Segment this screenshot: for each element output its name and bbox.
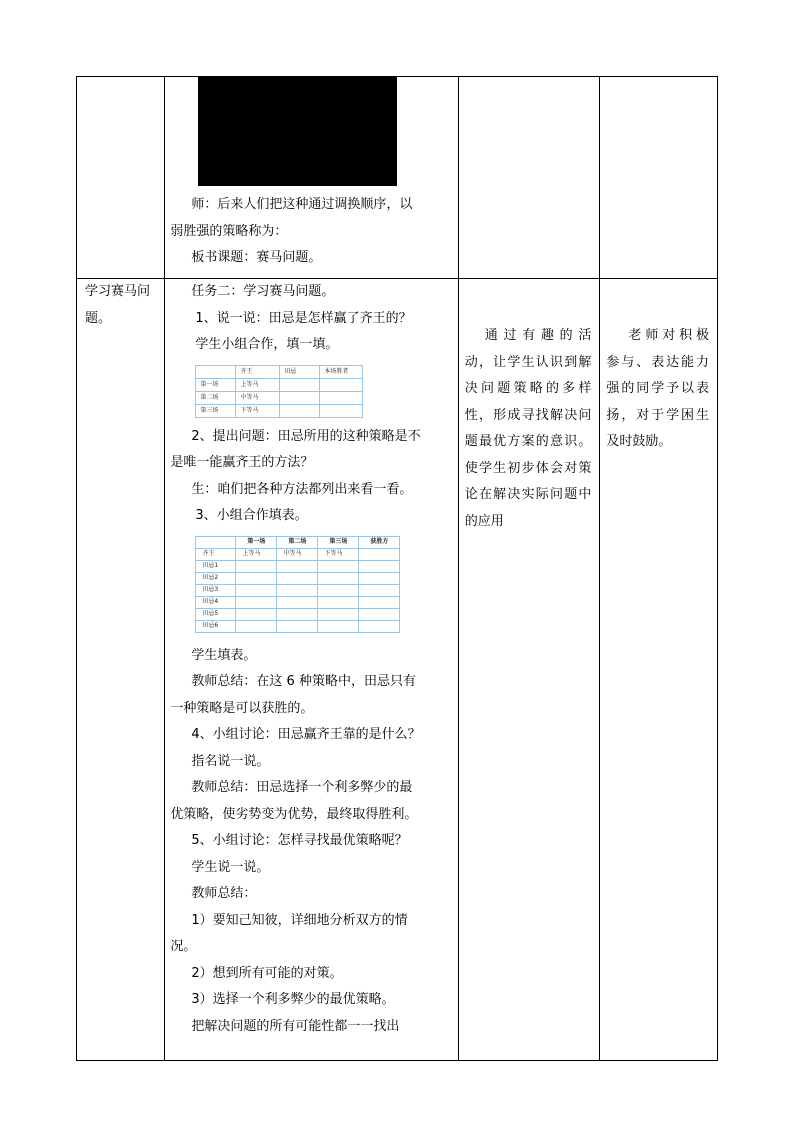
video-frame-image xyxy=(198,77,397,186)
evaluation-line: 老师对积极 xyxy=(628,328,709,343)
evaluation-cell xyxy=(600,77,718,279)
table-cell xyxy=(280,404,320,417)
table-cell: 下等马 xyxy=(236,404,280,417)
table-cell xyxy=(196,536,236,548)
design-intent-line: 动，让学生认识到解 xyxy=(464,354,592,370)
table-cell: 齐王 xyxy=(196,548,236,560)
evaluation-line: 强的同学予以表 xyxy=(606,381,709,396)
table-cell: 下等马 xyxy=(318,548,359,560)
table-row xyxy=(196,596,400,608)
text-line: 优策略，使劣势变为优势，最终取得胜利。 xyxy=(170,806,418,822)
table-cell: 田忌5 xyxy=(196,608,236,620)
table-row xyxy=(196,572,400,584)
table-row xyxy=(196,404,363,417)
evaluation-cell xyxy=(600,279,718,1061)
table-cell xyxy=(280,391,320,404)
table-row xyxy=(196,560,400,572)
horse-race-table-2 xyxy=(195,536,400,633)
table-cell xyxy=(320,378,363,391)
table-cell xyxy=(196,365,236,378)
text-line: 弱胜强的策略称为： xyxy=(170,223,288,239)
text-line: 学生说一说。 xyxy=(191,859,270,875)
table-cell: 第二场 xyxy=(277,536,318,548)
table-cell: 中等马 xyxy=(236,391,280,404)
text-line: 4、小组讨论：田忌赢齐王靠的是什么？ xyxy=(191,727,421,742)
table-row xyxy=(196,365,363,378)
content-cell xyxy=(165,279,458,1061)
table-cell: 齐王 xyxy=(236,365,280,378)
evaluation-line: 及时鼓励。 xyxy=(606,434,672,449)
table-cell: 上等马 xyxy=(236,548,277,560)
text-line: 师：后来人们把这种通过调换顺序，以 xyxy=(191,197,413,212)
table-cell xyxy=(320,391,363,404)
table-cell: 田忌3 xyxy=(196,584,236,596)
text-line: 2）想到所有可能的对策。 xyxy=(191,965,343,981)
text-line: 学生填表。 xyxy=(191,647,257,663)
section-label: 学习赛马问 xyxy=(85,284,151,299)
table-cell xyxy=(280,378,320,391)
design-intent-cell xyxy=(458,279,600,1061)
lesson-plan-table xyxy=(76,76,718,1061)
table-row xyxy=(196,584,400,596)
text-line: 3、小组合作填表。 xyxy=(195,508,308,523)
table-row xyxy=(196,536,400,548)
section-cell xyxy=(77,77,165,279)
text-line: 把解决问题的所有可能性都一一找出 xyxy=(191,1018,400,1034)
table-row xyxy=(196,608,400,620)
table-cell: 第一场 xyxy=(236,536,277,548)
text-line: 是唯一能赢齐王的方法？ xyxy=(170,455,314,470)
design-intent-line: 通过有趣的活 xyxy=(484,328,592,343)
design-intent-line: 使学生初步体会对策 xyxy=(464,460,592,476)
text-line: 教师总结：田忌选择一个利多弊少的最 xyxy=(191,780,413,795)
evaluation-line: 扬，对于学困生 xyxy=(606,407,709,423)
table-cell: 田忌 xyxy=(280,365,320,378)
table-cell xyxy=(320,404,363,417)
text-line: 生：咱们把各种方法都列出来看一看。 xyxy=(191,481,413,497)
text-line: 1、说一说：田忌是怎样赢了齐王的？ xyxy=(195,310,412,326)
table-cell: 田忌4 xyxy=(196,596,236,608)
text-line: 5、小组讨论：怎样寻找最优策略呢？ xyxy=(191,833,408,848)
text-line: 板书课题：赛马问题。 xyxy=(191,250,322,265)
design-intent-line: 的应用 xyxy=(464,513,504,529)
text-line: 指名说一说。 xyxy=(191,753,270,769)
text-line: 一种策略是可以获胜的。 xyxy=(170,700,314,716)
text-line: 3）选择一个利多弊少的最优策略。 xyxy=(191,992,395,1007)
table-cell: 田忌2 xyxy=(196,572,236,584)
text-line: 况。 xyxy=(170,939,197,954)
section-cell xyxy=(77,279,165,1061)
table-cell xyxy=(359,548,400,560)
table-cell: 中等马 xyxy=(277,548,318,560)
table-row xyxy=(196,391,363,404)
table-cell: 田忌1 xyxy=(196,560,236,572)
table-cell: 上等马 xyxy=(236,378,280,391)
text-line: 2、提出问题：田忌所用的这种策略是不 xyxy=(191,428,421,444)
table-row xyxy=(196,620,400,632)
design-intent-line: 论在解决实际问题中 xyxy=(464,487,592,502)
table-cell: 第一场 xyxy=(196,378,236,391)
design-intent-line: 题最优方案的意识。 xyxy=(464,434,592,449)
text-line: 学生小组合作，填一填。 xyxy=(195,337,339,352)
table-row xyxy=(196,548,400,560)
task-heading: 任务二：学习赛马问题。 xyxy=(191,284,335,299)
table-row xyxy=(77,279,718,1061)
content-cell xyxy=(165,77,458,279)
table-cell: 田忌6 xyxy=(196,620,236,632)
design-intent-line: 决问题策略的多样 xyxy=(464,381,592,396)
design-intent-line: 性，形成寻找解决问 xyxy=(464,407,592,423)
table-cell: 获胜方 xyxy=(359,536,400,548)
text-line: 教师总结：在这 6 种策略中，田忌只有 xyxy=(191,674,416,689)
design-intent-cell xyxy=(458,77,600,279)
text-line: 教师总结： xyxy=(191,886,257,901)
section-label: 题。 xyxy=(85,310,112,326)
evaluation-line: 参与、表达能力 xyxy=(606,354,709,370)
text-line: 1）要知己知彼，详细地分析双方的情 xyxy=(191,912,408,928)
table-cell: 第三场 xyxy=(318,536,359,548)
horse-race-table-1 xyxy=(195,365,363,418)
table-cell: 第二场 xyxy=(196,391,236,404)
table-row xyxy=(77,77,718,279)
table-row xyxy=(196,378,363,391)
table-cell: 本场胜者 xyxy=(320,365,363,378)
table-cell: 第三场 xyxy=(196,404,236,417)
